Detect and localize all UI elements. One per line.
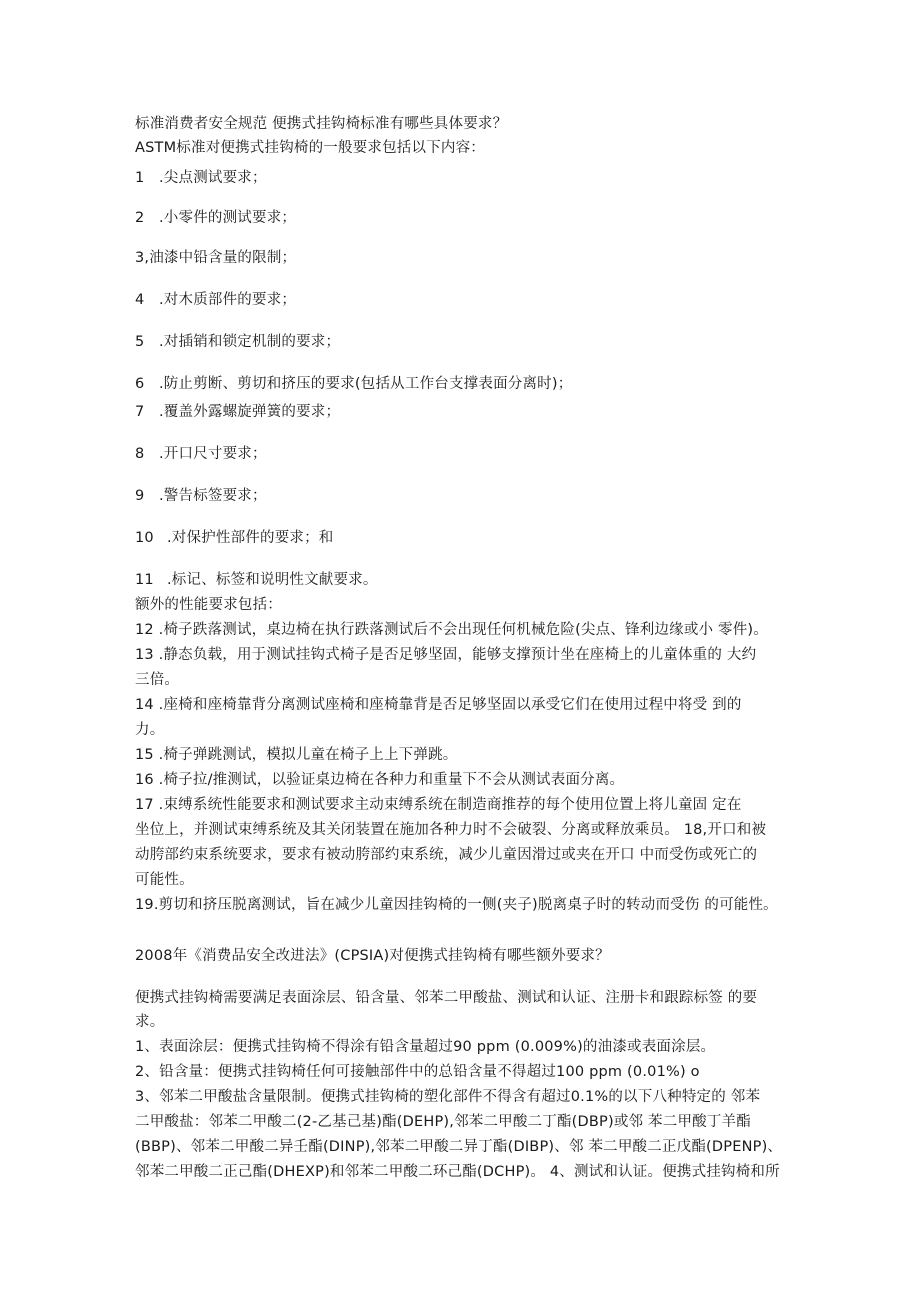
paragraph-line: 邻苯二甲酸二正己酯(DHEXP)和邻苯二甲酸二环己酯(DCHP)。 4、测试和认证。便携式挂钩椅和所 <box>135 1164 780 1180</box>
paragraph-line: 1、表面涂层：便携式挂钩椅不得涂有铅含量超过90 ppm (0.009%)的油漆或表面涂层。 <box>135 1039 716 1055</box>
paragraph-line: 便携式挂钩椅需要满足表面涂层、铅含量、邻苯二甲酸盐、测试和认证、注册卡和跟踪标签 的要 <box>135 990 758 1006</box>
paragraph-line: 求。 <box>135 1014 165 1030</box>
paragraph-line: 可能性。 <box>135 872 194 888</box>
intro-text: ASTM标准对便携式挂钩椅的一般要求包括以下内容： <box>135 140 485 156</box>
document-title: 标准消费者安全规范 便携式挂钩椅标准有哪些具体要求？ <box>135 116 508 132</box>
paragraph-line: 坐位上，并测试束缚系统及其关闭装置在施加各种力时不会破裂、分离或释放乘员。 18,开口和被 <box>135 822 767 838</box>
paragraph-line: 3、邻苯二甲酸盐含量限制。便携式挂钩椅的塑化部件不得含有超过0.1%的以下八种特定的 邻苯 <box>135 1089 761 1105</box>
list-item: 9 .警告标签要求； <box>135 488 267 504</box>
paragraph-line: 力。 <box>135 722 165 738</box>
paragraph-line: 2、铅含量：便携式挂钩椅任何可接触部件中的总铅含量不得超过100 ppm (0.01%) o <box>135 1064 700 1080</box>
paragraph-line: (BBP)、邻苯二甲酸二异壬酯(DINP),邻苯二甲酸二异丁酯(DIBP)、邻 苯二甲酸二正戊酯(DPENP)、 <box>135 1139 783 1155</box>
list-item: 4 .对木质部件的要求； <box>135 292 297 308</box>
list-item: 1 .尖点测试要求； <box>135 170 267 186</box>
paragraph-line: 17 .束缚系统性能要求和测试要求主动束缚系统在制造商推荐的每个使用位置上将儿童固 定在 <box>135 797 742 813</box>
paragraph-line: 19.剪切和挤压脱离测试，旨在减少儿童因挂钩椅的一侧(夹子)脱离桌子时的转动而受伤 的可能性。 <box>135 897 778 913</box>
paragraph-line: 13 .静态负载，用于测试挂钩式椅子是否足够坚固，能够支撑预计坐在座椅上的儿童体重的 大约 <box>135 647 757 663</box>
list-item: 10 .对保护性部件的要求；和 <box>135 530 334 546</box>
paragraph-line: 12 .椅子跌落测试，桌边椅在执行跌落测试后不会出现任何机械危险(尖点、锋利边缘或小 零件)。 <box>135 622 768 638</box>
cpsia-heading: 2008年《消费品安全改进法》(CPSIA)对便携式挂钩椅有哪些额外要求？ <box>135 948 610 964</box>
paragraph-line: 15 .椅子弹跳测试，模拟儿童在椅子上上下弹跳。 <box>135 747 458 763</box>
performance-heading: 额外的性能要求包括： <box>135 597 282 613</box>
list-item: 7 .覆盖外露螺旋弹簧的要求； <box>135 404 341 420</box>
paragraph-line: 三倍。 <box>135 672 180 688</box>
paragraph-line: 14 .座椅和座椅靠背分离测试座椅和座椅靠背是否足够坚固以承受它们在使用过程中将受 到的 <box>135 697 742 713</box>
list-item: 3,油漆中铅含量的限制； <box>135 250 297 266</box>
paragraph-line: 动胯部约束系统要求，要求有被动胯部约束系统，减少儿童因滑过或夹在开口 中而受伤或死亡的 <box>135 847 758 863</box>
paragraph-line: 二甲酸盐：邻苯二甲酸二(2-乙基己基)酯(DEHP),邻苯二甲酸二丁酯(DBP)或邻 苯二甲酸丁羊酯 <box>135 1114 751 1130</box>
paragraph-line: 16 .椅子拉/推测试，以验证桌边椅在各种力和重量下不会从测试表面分离。 <box>135 772 625 788</box>
list-item: 6 .防止剪断、剪切和挤压的要求(包括从工作台支撑表面分离时)； <box>135 376 573 392</box>
list-item: 11 .标记、标签和说明性文献要求。 <box>135 572 378 588</box>
list-item: 8 .开口尺寸要求； <box>135 446 267 462</box>
list-item: 5 .对插销和锁定机制的要求； <box>135 334 341 350</box>
list-item: 2 .小零件的测试要求； <box>135 210 297 226</box>
